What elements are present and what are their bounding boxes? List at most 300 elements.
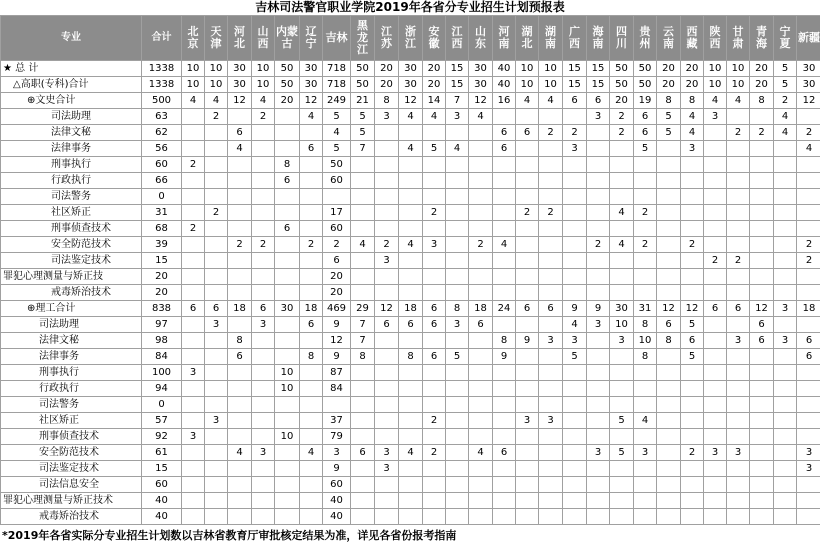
- province-value-cell: [252, 413, 275, 429]
- province-value-cell: [750, 381, 774, 397]
- province-value-cell: 10: [275, 381, 300, 397]
- province-value-cell: [587, 141, 610, 157]
- province-value-cell: [634, 493, 657, 509]
- province-value-cell: 4: [182, 93, 205, 109]
- province-column-header: 甘肃: [727, 16, 750, 61]
- province-column-header: 广西: [563, 16, 587, 61]
- province-value-cell: [275, 461, 300, 477]
- province-value-cell: 50: [610, 61, 634, 77]
- province-value-cell: 4: [797, 141, 820, 157]
- province-value-cell: 6: [275, 221, 300, 237]
- province-value-cell: 718: [323, 77, 351, 93]
- province-value-cell: [750, 349, 774, 365]
- province-value-cell: 20: [681, 61, 704, 77]
- major-name-cell: 罪犯心理测量与矫正技术: [1, 493, 142, 509]
- province-value-cell: [563, 285, 587, 301]
- province-column-header: 江苏: [375, 16, 399, 61]
- province-value-cell: [275, 269, 300, 285]
- province-value-cell: [399, 253, 423, 269]
- province-value-cell: 4: [727, 93, 750, 109]
- province-value-cell: 3: [446, 317, 469, 333]
- province-value-cell: 7: [446, 93, 469, 109]
- province-value-cell: [727, 141, 750, 157]
- major-name-cell: 社区矫正: [1, 413, 142, 429]
- province-value-cell: 60: [323, 477, 351, 493]
- province-value-cell: [493, 509, 516, 525]
- province-value-cell: 50: [275, 77, 300, 93]
- province-value-cell: [727, 221, 750, 237]
- province-value-cell: 30: [275, 301, 300, 317]
- province-value-cell: 10: [252, 61, 275, 77]
- major-name-cell: 行政执行: [1, 173, 142, 189]
- province-value-cell: 3: [539, 333, 563, 349]
- province-value-cell: 3: [704, 445, 727, 461]
- province-value-cell: 5: [774, 77, 797, 93]
- table-row: [1, 125, 820, 141]
- major-name-cell: 戒毒矫治技术: [1, 285, 142, 301]
- province-value-cell: [750, 237, 774, 253]
- province-value-cell: [727, 237, 750, 253]
- province-value-cell: [351, 189, 375, 205]
- province-value-cell: 20: [323, 285, 351, 301]
- province-value-cell: 2: [634, 205, 657, 221]
- province-value-cell: [205, 189, 228, 205]
- province-value-cell: [323, 189, 351, 205]
- province-value-cell: 20: [610, 93, 634, 109]
- province-value-cell: [704, 221, 727, 237]
- province-value-cell: [750, 285, 774, 301]
- province-value-cell: [750, 365, 774, 381]
- province-value-cell: [587, 189, 610, 205]
- province-value-cell: [563, 429, 587, 445]
- province-value-cell: [469, 285, 493, 301]
- major-name-cell: 刑事侦查技术: [1, 429, 142, 445]
- province-value-cell: [634, 461, 657, 477]
- major-name-cell: 司法助理: [1, 317, 142, 333]
- province-value-cell: [252, 429, 275, 445]
- province-value-cell: [774, 477, 797, 493]
- province-value-cell: 4: [493, 237, 516, 253]
- province-value-cell: [275, 109, 300, 125]
- province-value-cell: [657, 461, 681, 477]
- province-value-cell: [750, 477, 774, 493]
- province-value-cell: [228, 381, 252, 397]
- row-total-cell: 63: [142, 109, 182, 125]
- major-name-cell: 法律文秘: [1, 333, 142, 349]
- province-value-cell: [205, 445, 228, 461]
- province-value-cell: 9: [323, 317, 351, 333]
- province-value-cell: [205, 141, 228, 157]
- province-value-cell: [182, 253, 205, 269]
- province-value-cell: [205, 461, 228, 477]
- row-total-cell: 500: [142, 93, 182, 109]
- major-name-cell: 罪犯心理测量与矫正技: [1, 269, 142, 285]
- province-value-cell: 2: [300, 237, 323, 253]
- province-value-cell: 2: [423, 445, 446, 461]
- province-value-cell: [750, 221, 774, 237]
- province-value-cell: [182, 397, 205, 413]
- province-value-cell: 24: [493, 301, 516, 317]
- province-value-cell: [323, 397, 351, 413]
- province-value-cell: [446, 173, 469, 189]
- province-value-cell: [657, 381, 681, 397]
- province-value-cell: 17: [323, 205, 351, 221]
- row-total-cell: 0: [142, 189, 182, 205]
- province-value-cell: [539, 461, 563, 477]
- province-value-cell: [774, 205, 797, 221]
- province-value-cell: [446, 477, 469, 493]
- province-value-cell: [446, 397, 469, 413]
- province-value-cell: [539, 269, 563, 285]
- province-value-cell: 3: [681, 141, 704, 157]
- province-value-cell: [797, 269, 820, 285]
- province-value-cell: 4: [681, 125, 704, 141]
- province-value-cell: 4: [539, 93, 563, 109]
- province-value-cell: [205, 381, 228, 397]
- table-row: [1, 493, 820, 509]
- province-value-cell: [493, 493, 516, 509]
- province-value-cell: [516, 221, 539, 237]
- province-value-cell: 50: [634, 61, 657, 77]
- province-value-cell: [539, 253, 563, 269]
- province-column-header: 山西: [252, 16, 275, 61]
- province-value-cell: [587, 397, 610, 413]
- province-value-cell: [182, 317, 205, 333]
- province-value-cell: 5: [423, 141, 446, 157]
- province-value-cell: [563, 269, 587, 285]
- province-value-cell: [182, 141, 205, 157]
- province-value-cell: 8: [493, 333, 516, 349]
- province-value-cell: [750, 173, 774, 189]
- province-value-cell: [423, 269, 446, 285]
- province-value-cell: [228, 509, 252, 525]
- province-value-cell: [634, 509, 657, 525]
- province-value-cell: [516, 397, 539, 413]
- row-total-cell: 39: [142, 237, 182, 253]
- province-value-cell: [657, 221, 681, 237]
- total-column-header: 合计: [142, 16, 182, 61]
- province-value-cell: [563, 109, 587, 125]
- province-value-cell: [587, 253, 610, 269]
- province-value-cell: [469, 253, 493, 269]
- province-value-cell: [774, 509, 797, 525]
- province-value-cell: [182, 413, 205, 429]
- province-value-cell: 3: [727, 445, 750, 461]
- row-total-cell: 61: [142, 445, 182, 461]
- province-value-cell: [539, 109, 563, 125]
- province-value-cell: [587, 173, 610, 189]
- province-value-cell: [539, 317, 563, 333]
- province-value-cell: [704, 285, 727, 301]
- province-value-cell: [493, 205, 516, 221]
- province-value-cell: [228, 365, 252, 381]
- province-value-cell: [563, 189, 587, 205]
- province-value-cell: [423, 125, 446, 141]
- province-value-cell: [516, 189, 539, 205]
- province-value-cell: [493, 253, 516, 269]
- province-value-cell: 3: [587, 317, 610, 333]
- province-value-cell: 6: [587, 93, 610, 109]
- province-value-cell: 3: [727, 333, 750, 349]
- province-value-cell: [300, 157, 323, 173]
- table-row: [1, 461, 820, 477]
- province-column-header: 青海: [750, 16, 774, 61]
- province-value-cell: [469, 365, 493, 381]
- row-total-cell: 100: [142, 365, 182, 381]
- province-value-cell: [634, 397, 657, 413]
- major-name-cell: 法律事务: [1, 141, 142, 157]
- province-value-cell: [681, 413, 704, 429]
- province-value-cell: [610, 477, 634, 493]
- province-value-cell: 9: [323, 461, 351, 477]
- province-value-cell: 30: [399, 77, 423, 93]
- province-value-cell: 6: [750, 317, 774, 333]
- province-value-cell: [275, 333, 300, 349]
- province-value-cell: [275, 237, 300, 253]
- page-title: 吉林司法警官职业学院2019年各省分专业招生计划预报表: [255, 0, 565, 14]
- province-value-cell: [423, 429, 446, 445]
- province-value-cell: [375, 269, 399, 285]
- province-value-cell: 4: [228, 445, 252, 461]
- province-value-cell: [446, 509, 469, 525]
- province-value-cell: [399, 413, 423, 429]
- province-value-cell: [587, 429, 610, 445]
- province-value-cell: [774, 413, 797, 429]
- province-value-cell: [399, 221, 423, 237]
- province-column-header: 云南: [657, 16, 681, 61]
- province-value-cell: 4: [469, 109, 493, 125]
- province-value-cell: 40: [323, 493, 351, 509]
- province-value-cell: [797, 413, 820, 429]
- province-value-cell: 6: [423, 301, 446, 317]
- province-value-cell: [539, 381, 563, 397]
- province-value-cell: 10: [275, 429, 300, 445]
- province-value-cell: [704, 397, 727, 413]
- province-value-cell: 4: [469, 445, 493, 461]
- province-value-cell: 3: [797, 445, 820, 461]
- province-value-cell: [681, 269, 704, 285]
- row-total-cell: 0: [142, 397, 182, 413]
- province-value-cell: [774, 141, 797, 157]
- province-value-cell: [539, 221, 563, 237]
- province-value-cell: [539, 509, 563, 525]
- province-value-cell: [774, 189, 797, 205]
- province-value-cell: [727, 429, 750, 445]
- province-value-cell: 2: [205, 205, 228, 221]
- province-value-cell: 21: [351, 93, 375, 109]
- province-value-cell: [469, 397, 493, 413]
- province-value-cell: [252, 461, 275, 477]
- province-value-cell: [399, 509, 423, 525]
- major-name-cell: ★ 总 计: [1, 61, 142, 77]
- province-column-header: 宁夏: [774, 16, 797, 61]
- province-value-cell: [423, 333, 446, 349]
- province-value-cell: [228, 285, 252, 301]
- province-column-header: 陕西: [704, 16, 727, 61]
- province-value-cell: [399, 397, 423, 413]
- province-value-cell: 2: [323, 237, 351, 253]
- province-value-cell: [446, 157, 469, 173]
- province-value-cell: [446, 253, 469, 269]
- province-value-cell: [516, 157, 539, 173]
- major-name-cell: 刑事侦查技术: [1, 221, 142, 237]
- province-value-cell: [375, 221, 399, 237]
- province-value-cell: [228, 109, 252, 125]
- province-value-cell: 6: [634, 109, 657, 125]
- province-value-cell: 4: [774, 125, 797, 141]
- province-value-cell: [300, 285, 323, 301]
- province-value-cell: [399, 477, 423, 493]
- province-value-cell: [351, 285, 375, 301]
- province-value-cell: [423, 509, 446, 525]
- province-value-cell: [252, 269, 275, 285]
- province-value-cell: 2: [797, 125, 820, 141]
- province-value-cell: 20: [657, 61, 681, 77]
- province-value-cell: 5: [351, 109, 375, 125]
- province-value-cell: 5: [774, 61, 797, 77]
- province-value-cell: [275, 285, 300, 301]
- province-value-cell: [657, 285, 681, 301]
- province-value-cell: 40: [493, 77, 516, 93]
- province-value-cell: [704, 413, 727, 429]
- province-value-cell: [300, 125, 323, 141]
- province-value-cell: [423, 477, 446, 493]
- province-value-cell: [375, 477, 399, 493]
- row-total-cell: 40: [142, 509, 182, 525]
- province-value-cell: [300, 397, 323, 413]
- province-value-cell: 4: [399, 445, 423, 461]
- province-value-cell: [205, 269, 228, 285]
- province-value-cell: [493, 269, 516, 285]
- province-value-cell: [704, 205, 727, 221]
- province-value-cell: 3: [634, 445, 657, 461]
- province-value-cell: [539, 493, 563, 509]
- province-value-cell: 30: [300, 61, 323, 77]
- province-value-cell: 5: [323, 141, 351, 157]
- province-value-cell: 3: [252, 317, 275, 333]
- province-value-cell: [493, 109, 516, 125]
- province-value-cell: 3: [375, 461, 399, 477]
- province-value-cell: [657, 413, 681, 429]
- province-value-cell: [469, 125, 493, 141]
- province-value-cell: [423, 221, 446, 237]
- province-value-cell: [399, 205, 423, 221]
- province-value-cell: [300, 333, 323, 349]
- province-value-cell: [704, 125, 727, 141]
- province-value-cell: [469, 461, 493, 477]
- province-value-cell: 6: [516, 125, 539, 141]
- province-value-cell: [446, 381, 469, 397]
- province-value-cell: 4: [681, 109, 704, 125]
- province-value-cell: [774, 397, 797, 413]
- province-value-cell: 2: [182, 157, 205, 173]
- province-value-cell: [469, 429, 493, 445]
- major-name-cell: 行政执行: [1, 381, 142, 397]
- province-value-cell: 29: [351, 301, 375, 317]
- province-value-cell: 2: [516, 205, 539, 221]
- province-value-cell: [681, 493, 704, 509]
- province-value-cell: [797, 509, 820, 525]
- major-name-cell: ⊕文史合计: [1, 93, 142, 109]
- province-value-cell: [351, 381, 375, 397]
- province-value-cell: [351, 173, 375, 189]
- province-value-cell: [300, 461, 323, 477]
- province-value-cell: [300, 173, 323, 189]
- province-value-cell: 3: [252, 445, 275, 461]
- province-value-cell: [681, 157, 704, 173]
- province-value-cell: 20: [323, 269, 351, 285]
- province-value-cell: [516, 253, 539, 269]
- province-value-cell: [182, 493, 205, 509]
- province-value-cell: [351, 397, 375, 413]
- table-row: [1, 93, 820, 109]
- province-value-cell: [351, 429, 375, 445]
- province-value-cell: [516, 269, 539, 285]
- province-value-cell: [750, 397, 774, 413]
- province-value-cell: [727, 205, 750, 221]
- province-value-cell: [493, 173, 516, 189]
- province-value-cell: 4: [610, 205, 634, 221]
- row-total-cell: 15: [142, 253, 182, 269]
- province-value-cell: [727, 509, 750, 525]
- province-value-cell: [375, 413, 399, 429]
- province-value-cell: 3: [182, 365, 205, 381]
- province-value-cell: [423, 461, 446, 477]
- province-value-cell: [727, 413, 750, 429]
- province-value-cell: 2: [423, 205, 446, 221]
- province-value-cell: 8: [634, 317, 657, 333]
- province-value-cell: 12: [228, 93, 252, 109]
- province-value-cell: 40: [323, 509, 351, 525]
- province-value-cell: [205, 221, 228, 237]
- province-value-cell: [182, 477, 205, 493]
- province-value-cell: [275, 141, 300, 157]
- province-value-cell: [469, 157, 493, 173]
- province-value-cell: [704, 157, 727, 173]
- province-value-cell: 6: [300, 317, 323, 333]
- province-value-cell: [423, 157, 446, 173]
- province-value-cell: 6: [493, 141, 516, 157]
- province-value-cell: [399, 269, 423, 285]
- province-value-cell: [300, 269, 323, 285]
- province-value-cell: [587, 349, 610, 365]
- province-value-cell: [469, 333, 493, 349]
- province-value-cell: [300, 365, 323, 381]
- province-value-cell: [727, 285, 750, 301]
- table-row: [1, 333, 820, 349]
- province-value-cell: [493, 381, 516, 397]
- province-value-cell: [610, 221, 634, 237]
- province-value-cell: 6: [516, 301, 539, 317]
- province-value-cell: [228, 221, 252, 237]
- province-value-cell: [539, 173, 563, 189]
- province-value-cell: [446, 285, 469, 301]
- province-value-cell: [205, 509, 228, 525]
- province-value-cell: [681, 509, 704, 525]
- province-value-cell: 2: [182, 221, 205, 237]
- province-value-cell: [797, 205, 820, 221]
- province-value-cell: [563, 397, 587, 413]
- major-name-cell: 刑事执行: [1, 157, 142, 173]
- province-value-cell: [774, 445, 797, 461]
- province-value-cell: [300, 509, 323, 525]
- province-value-cell: [539, 189, 563, 205]
- province-value-cell: 5: [657, 109, 681, 125]
- province-value-cell: [704, 365, 727, 381]
- province-value-cell: 2: [704, 253, 727, 269]
- province-value-cell: [750, 253, 774, 269]
- province-value-cell: [275, 493, 300, 509]
